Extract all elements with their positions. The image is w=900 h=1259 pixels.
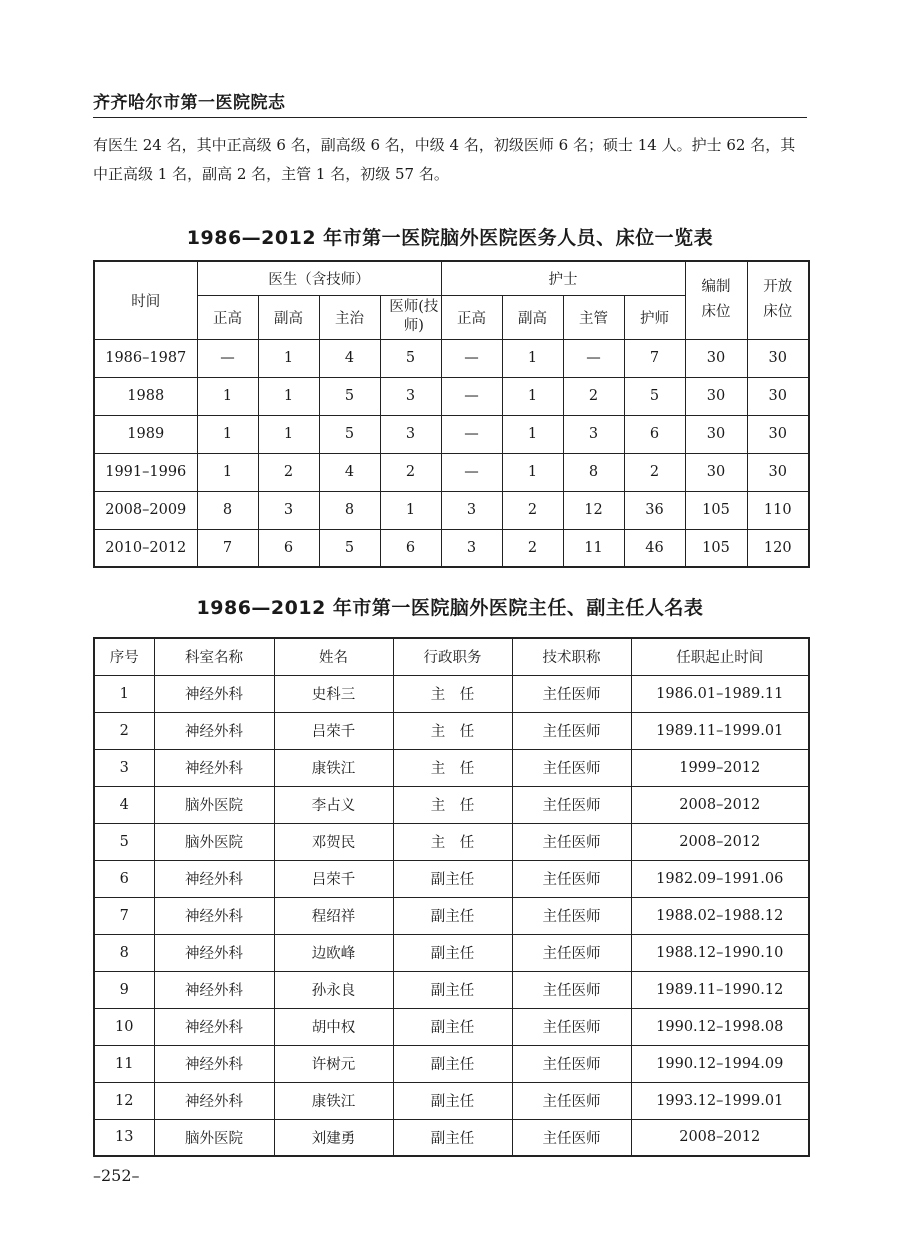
table-cell: 2 (380, 453, 441, 491)
table-cell: 1 (197, 415, 258, 453)
table-cell: 主 任 (393, 749, 512, 786)
col-header-title: 技术职称 (512, 638, 631, 675)
table-cell: 1 (380, 491, 441, 529)
table-cell: 1 (258, 415, 319, 453)
table-cell: 主任医师 (512, 823, 631, 860)
director-table-header-row (94, 638, 809, 675)
table-cell: — (441, 415, 502, 453)
table-cell: 副主任 (393, 971, 512, 1008)
table-cell: 6 (258, 529, 319, 567)
table-cell: 8 (197, 491, 258, 529)
table-cell: 7 (94, 897, 154, 934)
table-cell: 5 (380, 339, 441, 377)
table-cell: 主任医师 (512, 675, 631, 712)
table-row (94, 897, 809, 934)
table-cell: 2008–2012 (631, 823, 809, 860)
table-cell: 1 (258, 377, 319, 415)
table-cell: 康铁江 (274, 749, 393, 786)
table-cell: 副主任 (393, 1045, 512, 1082)
table-cell: 1988.02–1988.12 (631, 897, 809, 934)
table-row (94, 786, 809, 823)
staff-table-title: 1986—2012 年市第一医院脑外医院医务人员、床位一览表 (186, 227, 714, 249)
table-cell: 3 (380, 377, 441, 415)
table-cell: 36 (624, 491, 685, 529)
table-cell: 3 (258, 491, 319, 529)
table-cell: 1999–2012 (631, 749, 809, 786)
table-row (94, 1082, 809, 1119)
table-cell: — (563, 339, 624, 377)
table-cell: 神经外科 (154, 934, 274, 971)
table-cell: 1989.11–1999.01 (631, 712, 809, 749)
header-rule (93, 117, 807, 118)
table-cell: 5 (624, 377, 685, 415)
table-cell: 3 (441, 529, 502, 567)
table-cell: 1990.12–1998.08 (631, 1008, 809, 1045)
table-cell-time: 2010–2012 (94, 529, 197, 567)
table-cell: 1 (197, 453, 258, 491)
table-cell: 脑外医院 (154, 823, 274, 860)
table-cell: 30 (685, 339, 747, 377)
table-cell: 神经外科 (154, 1045, 274, 1082)
table-cell: 12 (94, 1082, 154, 1119)
table-cell: 主任医师 (512, 1119, 631, 1156)
table-cell: 13 (94, 1119, 154, 1156)
table-cell: 主 任 (393, 786, 512, 823)
table-cell: 105 (685, 529, 747, 567)
table-cell: 8 (563, 453, 624, 491)
table-cell: 副主任 (393, 1082, 512, 1119)
table-cell: 主 任 (393, 823, 512, 860)
table-cell: 12 (563, 491, 624, 529)
table-row (94, 1119, 809, 1156)
table-cell: 9 (94, 971, 154, 1008)
table-cell: 6 (380, 529, 441, 567)
table-row (94, 823, 809, 860)
col-header-index: 序号 (94, 638, 154, 675)
table-cell: 1982.09–1991.06 (631, 860, 809, 897)
table-cell: 主任医师 (512, 897, 631, 934)
table-cell: 5 (319, 377, 380, 415)
table-cell: — (441, 339, 502, 377)
table-row (94, 934, 809, 971)
table-row (94, 529, 809, 567)
table-cell: 11 (94, 1045, 154, 1082)
col-header-nurse-supervisor: 主管 (563, 295, 624, 339)
table-cell: 史科三 (274, 675, 393, 712)
table-cell: 3 (380, 415, 441, 453)
table-cell: 3 (563, 415, 624, 453)
table-cell: 神经外科 (154, 1008, 274, 1045)
table-cell: 康铁江 (274, 1082, 393, 1119)
table-cell: 神经外科 (154, 712, 274, 749)
table-row (94, 675, 809, 712)
table-cell: 胡中权 (274, 1008, 393, 1045)
col-header-time: 时间 (94, 261, 197, 339)
table-cell: 边欧峰 (274, 934, 393, 971)
table-cell: 30 (747, 339, 809, 377)
table-cell: 邓贺民 (274, 823, 393, 860)
table-row (94, 491, 809, 529)
table-cell: 1 (502, 415, 563, 453)
table-row (94, 339, 809, 377)
table-cell: 3 (441, 491, 502, 529)
table-cell: 主任医师 (512, 1045, 631, 1082)
table-cell: 46 (624, 529, 685, 567)
col-header-doctor-associate: 副高 (258, 295, 319, 339)
table-cell: 主 任 (393, 675, 512, 712)
table-cell: 吕荣千 (274, 860, 393, 897)
table-cell: 1989.11–1990.12 (631, 971, 809, 1008)
table-cell: 30 (747, 453, 809, 491)
table-cell: 神经外科 (154, 1082, 274, 1119)
table-cell: 李占义 (274, 786, 393, 823)
table-cell: 2 (502, 491, 563, 529)
table-row (94, 749, 809, 786)
table-cell: 神经外科 (154, 749, 274, 786)
table-cell-time: 1989 (94, 415, 197, 453)
table-cell: 副主任 (393, 897, 512, 934)
table-row (94, 712, 809, 749)
table-cell: 主任医师 (512, 934, 631, 971)
table-cell: 1 (502, 339, 563, 377)
col-header-term: 任职起止时间 (631, 638, 809, 675)
group-header-nurse: 护士 (441, 261, 685, 295)
table-cell: 1986.01–1989.11 (631, 675, 809, 712)
table-row (94, 415, 809, 453)
table-cell: 4 (319, 339, 380, 377)
table-cell: 1990.12–1994.09 (631, 1045, 809, 1082)
table-cell: 30 (747, 377, 809, 415)
table-cell: 程绍祥 (274, 897, 393, 934)
table-cell: 7 (197, 529, 258, 567)
table-cell: 105 (685, 491, 747, 529)
table-cell: 120 (747, 529, 809, 567)
col-header-beds-planned: 编制床位 (685, 261, 747, 339)
table-cell: 主任医师 (512, 1082, 631, 1119)
table-cell: 主任医师 (512, 749, 631, 786)
table-cell: 6 (624, 415, 685, 453)
running-header-title: 齐齐哈尔市第一医院院志 (93, 93, 286, 113)
table-cell: 1988.12–1990.10 (631, 934, 809, 971)
table-cell: 110 (747, 491, 809, 529)
table-cell: 2008–2012 (631, 786, 809, 823)
table-cell: 3 (94, 749, 154, 786)
table-cell-time: 2008–2009 (94, 491, 197, 529)
table-cell: 2008–2012 (631, 1119, 809, 1156)
group-header-doctor: 医生（含技师） (197, 261, 441, 295)
table-row (94, 1045, 809, 1082)
table-cell: — (197, 339, 258, 377)
col-header-nurse-nurse: 护师 (624, 295, 685, 339)
table-row (94, 377, 809, 415)
table-cell: 脑外医院 (154, 786, 274, 823)
table-cell: 5 (94, 823, 154, 860)
table-cell: 7 (624, 339, 685, 377)
director-table-body (94, 675, 809, 1156)
col-header-nurse-senior: 正高 (441, 295, 502, 339)
table-cell: 30 (685, 377, 747, 415)
table-cell: 吕荣千 (274, 712, 393, 749)
table-cell: 6 (94, 860, 154, 897)
table-cell: 副主任 (393, 934, 512, 971)
table-cell: 主任医师 (512, 712, 631, 749)
table-cell: — (441, 453, 502, 491)
col-header-doctor-attending: 主治 (319, 295, 380, 339)
table-cell: — (441, 377, 502, 415)
table-cell: 1 (502, 453, 563, 491)
table-cell: 1 (197, 377, 258, 415)
staff-table-body (94, 339, 809, 567)
table-cell: 神经外科 (154, 971, 274, 1008)
table-cell: 2 (258, 453, 319, 491)
table-cell: 4 (94, 786, 154, 823)
table-cell: 神经外科 (154, 897, 274, 934)
table-cell: 主 任 (393, 712, 512, 749)
table-cell: 许树元 (274, 1045, 393, 1082)
director-table-title: 1986—2012 年市第一医院脑外医院主任、副主任人名表 (196, 597, 704, 619)
table-cell: 副主任 (393, 860, 512, 897)
table-cell: 副主任 (393, 1008, 512, 1045)
table-cell: 副主任 (393, 1119, 512, 1156)
table-cell: 孙永良 (274, 971, 393, 1008)
table-cell: 30 (747, 415, 809, 453)
table-cell: 2 (624, 453, 685, 491)
table-cell: 主任医师 (512, 1008, 631, 1045)
table-cell: 5 (319, 529, 380, 567)
table-row (94, 453, 809, 491)
table-cell: 2 (502, 529, 563, 567)
staff-table-header-row (94, 261, 809, 295)
table-cell: 1 (94, 675, 154, 712)
table-cell: 2 (94, 712, 154, 749)
table-cell: 主任医师 (512, 860, 631, 897)
table-cell: 2 (563, 377, 624, 415)
table-cell: 10 (94, 1008, 154, 1045)
table-cell: 4 (319, 453, 380, 491)
table-cell: 1 (502, 377, 563, 415)
table-cell: 刘建勇 (274, 1119, 393, 1156)
col-header-admin-post: 行政职务 (393, 638, 512, 675)
col-header-nurse-associate: 副高 (502, 295, 563, 339)
col-header-department: 科室名称 (154, 638, 274, 675)
table-cell: 1993.12–1999.01 (631, 1082, 809, 1119)
table-cell-time: 1991–1996 (94, 453, 197, 491)
table-row (94, 1008, 809, 1045)
intro-paragraph: 有医生 24 名，其中正高级 6 名，副高级 6 名，中级 4 名，初级医师 6 名；硕士 14 人。护士 62 名，其中正高级 1 名，副高 2 名，主管 1 名，初级 57 名。 (93, 136, 796, 183)
col-header-doctor-senior: 正高 (197, 295, 258, 339)
table-cell: 1 (258, 339, 319, 377)
table-cell: 神经外科 (154, 675, 274, 712)
director-table (93, 637, 810, 1157)
col-header-doctor-physician: 医师(技师) (380, 295, 441, 339)
table-cell: 30 (685, 453, 747, 491)
col-header-beds-open: 开放床位 (747, 261, 809, 339)
table-cell: 11 (563, 529, 624, 567)
table-cell: 神经外科 (154, 860, 274, 897)
table-row (94, 860, 809, 897)
table-row (94, 971, 809, 1008)
table-cell: 脑外医院 (154, 1119, 274, 1156)
table-cell: 主任医师 (512, 786, 631, 823)
col-header-name: 姓名 (274, 638, 393, 675)
table-cell: 主任医师 (512, 971, 631, 1008)
table-cell-time: 1986–1987 (94, 339, 197, 377)
staff-bed-table (93, 260, 810, 568)
page-number: –252– (93, 1166, 140, 1185)
table-cell-time: 1988 (94, 377, 197, 415)
table-cell: 5 (319, 415, 380, 453)
table-cell: 8 (94, 934, 154, 971)
table-cell: 30 (685, 415, 747, 453)
table-cell: 8 (319, 491, 380, 529)
